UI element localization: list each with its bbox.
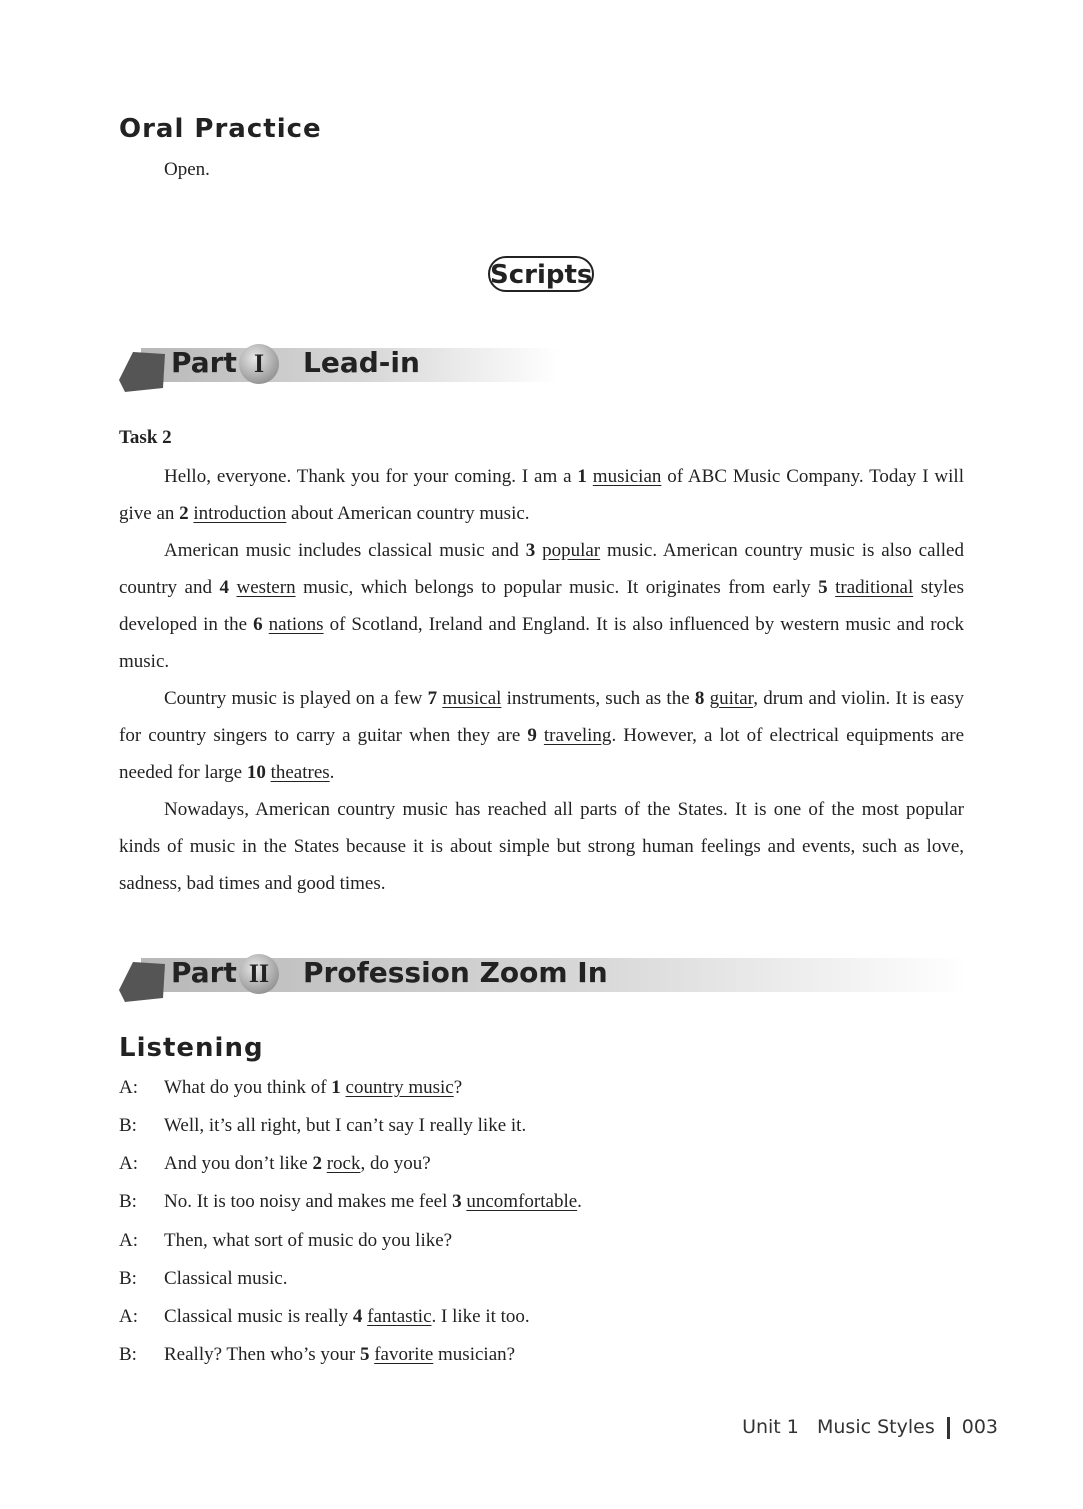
part-2-banner (119, 958, 969, 992)
dialogue-line: B: No. It is too noisy and makes me feel 3 uncomfortable. (119, 1191, 582, 1212)
scripts-heading: Scripts (488, 256, 594, 292)
footer-unit: Unit 1 (742, 1416, 799, 1438)
paragraph: Hello, everyone. Thank you for your coming. I am a 1 musician of ABC Music Company. Today I will give an 2 introduction about American country music. (119, 466, 964, 524)
dialogue-line: B: Really? Then who’s your 5 favorite musician? (119, 1344, 516, 1365)
part-1-banner (119, 348, 559, 382)
task-label: Task 2 (119, 427, 172, 448)
task2-text (119, 458, 964, 902)
footer-divider (947, 1417, 950, 1439)
part-numeral-badge: II (239, 954, 279, 994)
part-numeral-badge: I (239, 344, 279, 384)
part-name: Lead-in (303, 346, 420, 379)
footer-title: Music Styles (817, 1416, 935, 1438)
part-banner-shape-icon (119, 352, 165, 392)
paragraph: Nowadays, American country music has reached all parts of the States. It is one of the most popular kinds of music in the States because it is about simple but strong human feelings and events, such as love, sadness, bad times and good times. (119, 799, 964, 894)
paragraph: Country music is played on a few 7 musical instruments, such as the 8 guitar, drum and violin. It is easy for country singers to carry a guitar when they are 9 traveling. However, a lot of electrical equipments are needed for large 10 theatres. (119, 688, 965, 783)
section-title-listening: Listening (119, 1033, 264, 1063)
page-footer (742, 1416, 998, 1439)
part-name: Profession Zoom In (303, 956, 608, 989)
dialogue-line: A: And you don’t like 2 rock, do you? (119, 1153, 431, 1174)
dialogue-line: A: Then, what sort of music do you like? (119, 1230, 453, 1251)
dialogue-line: A: What do you think of 1 country music? (119, 1077, 463, 1098)
part-banner-shape-icon (119, 962, 165, 1002)
dialogue-line: A: Classical music is really 4 fantastic. I like it too. (119, 1306, 530, 1327)
part-word: Part (171, 346, 237, 379)
oral-practice-body: Open. (164, 159, 210, 180)
part-word: Part (171, 956, 237, 989)
page-number: 003 (961, 1416, 998, 1438)
dialogue-line: B: Well, it’s all right, but I can’t say I really like it. (119, 1115, 527, 1136)
section-title-oral-practice: Oral Practice (119, 114, 322, 144)
paragraph: American music includes classical music and 3 popular music. American country music is also called country and 4 western music, which belongs to popular music. It originates from early 5 traditional styles developed in the 6 nations of Scotland, Ireland and England. It is also influenced by western music and rock music. (119, 540, 965, 672)
dialogue-line: B: Classical music. (119, 1268, 288, 1289)
